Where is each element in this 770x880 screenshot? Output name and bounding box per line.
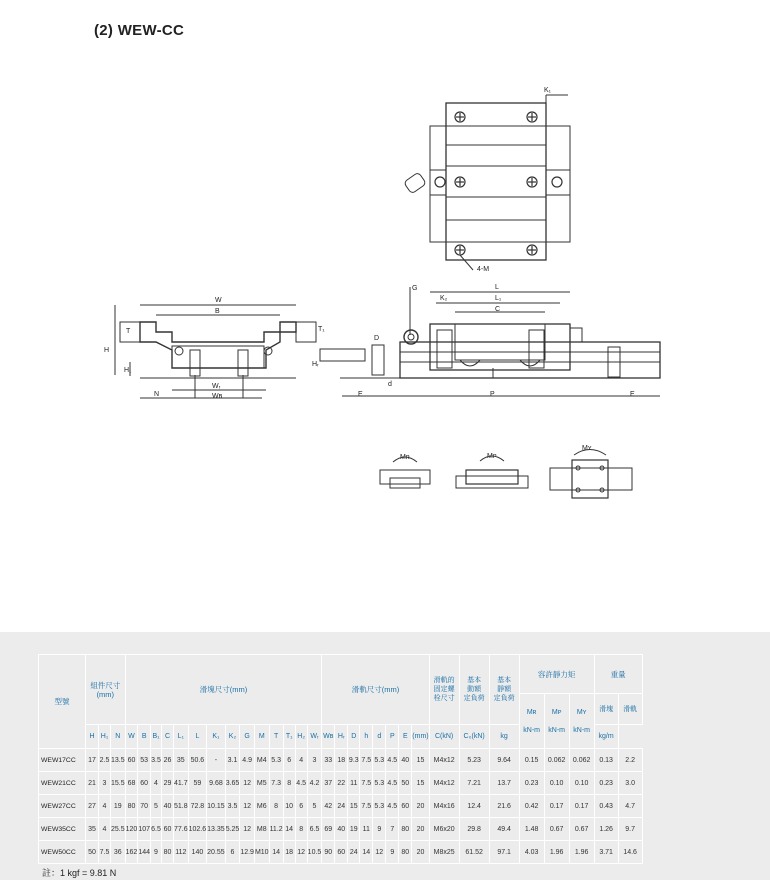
row-value: 3.65 bbox=[225, 772, 240, 795]
row-value: 42 bbox=[322, 795, 335, 818]
header-stat-load: 基本 靜額 定負荷 bbox=[489, 655, 519, 725]
row-value: 40 bbox=[335, 818, 348, 841]
row-value: 4 bbox=[295, 749, 307, 772]
row-value: 19 bbox=[348, 818, 360, 841]
sym-wr: Wᵣ bbox=[307, 725, 322, 749]
row-dyn-load: 61.52 bbox=[459, 841, 489, 864]
row-value: 90 bbox=[322, 841, 335, 864]
sym-t1: T₁ bbox=[283, 725, 295, 749]
row-value: 4.5 bbox=[386, 749, 399, 772]
row-value: 4.2 bbox=[307, 772, 322, 795]
row-value: 5.25 bbox=[225, 818, 240, 841]
row-value: 20 bbox=[412, 818, 429, 841]
label-l: L bbox=[495, 284, 499, 291]
sym-e: E bbox=[399, 725, 412, 749]
row-value: 5 bbox=[307, 795, 322, 818]
row-value: 29 bbox=[162, 772, 174, 795]
row-value: 26 bbox=[162, 749, 174, 772]
row-value: 2.5 bbox=[99, 749, 111, 772]
sym-h: H bbox=[86, 725, 99, 749]
row-value: 7.5 bbox=[360, 749, 373, 772]
label-e-right: E bbox=[630, 391, 635, 398]
row-value: 7.5 bbox=[360, 795, 373, 818]
row-my: 0.67 bbox=[569, 818, 594, 841]
row-bolt: M4x12 bbox=[429, 749, 459, 772]
row-value: 37 bbox=[322, 772, 335, 795]
unit-bolt: (mm) bbox=[412, 725, 429, 749]
row-value: 7 bbox=[386, 818, 399, 841]
row-value: M10 bbox=[254, 841, 269, 864]
row-value: 10.15 bbox=[207, 795, 226, 818]
row-value: 144 bbox=[138, 841, 151, 864]
row-mr: 0.15 bbox=[519, 749, 544, 772]
row-mr: 0.42 bbox=[519, 795, 544, 818]
row-stat-load: 97.1 bbox=[489, 841, 519, 864]
row-value: 13.35 bbox=[207, 818, 226, 841]
row-value: 33 bbox=[322, 749, 335, 772]
sym-hr: Hᵣ bbox=[335, 725, 348, 749]
row-value: 22 bbox=[335, 772, 348, 795]
table-row bbox=[39, 795, 643, 818]
label-n: N bbox=[154, 391, 160, 398]
row-value: 5.3 bbox=[373, 795, 386, 818]
sym-k1: K₁ bbox=[207, 725, 226, 749]
row-value: 6 bbox=[225, 841, 240, 864]
sym-p: P bbox=[386, 725, 399, 749]
row-value: 3 bbox=[307, 749, 322, 772]
row-dyn-load: 5.23 bbox=[459, 749, 489, 772]
row-stat-load: 49.4 bbox=[489, 818, 519, 841]
row-mp: 0.062 bbox=[544, 749, 569, 772]
row-value: 6.5 bbox=[151, 818, 162, 841]
row-value: 9 bbox=[151, 841, 162, 864]
row-my: 1.96 bbox=[569, 841, 594, 864]
row-dyn-load: 29.8 bbox=[459, 818, 489, 841]
row-value: 60 bbox=[335, 841, 348, 864]
sym-g: G bbox=[240, 725, 255, 749]
moment-unit-mp: kN-m bbox=[548, 726, 565, 734]
moment-sym bbox=[544, 694, 569, 749]
top-view bbox=[404, 95, 570, 270]
header-bolt: 滑軌的 固定螺 栓尺寸 bbox=[429, 655, 459, 725]
label-k1: K₁ bbox=[544, 87, 552, 94]
header-weight: 重量 bbox=[594, 655, 642, 694]
row-mr: 4.03 bbox=[519, 841, 544, 864]
row-value: 35 bbox=[174, 749, 189, 772]
sym-b1: B₁ bbox=[151, 725, 162, 749]
row-mp: 0.67 bbox=[544, 818, 569, 841]
moment-sym bbox=[569, 694, 594, 749]
row-value: 20 bbox=[412, 841, 429, 864]
row-value: 69 bbox=[322, 818, 335, 841]
row-value: 3.1 bbox=[225, 749, 240, 772]
header-assembly: 組件尺寸 (mm) bbox=[86, 655, 126, 725]
sym-m: M bbox=[254, 725, 269, 749]
row-model: WEW35CC bbox=[39, 818, 86, 841]
table-row bbox=[39, 772, 643, 795]
sym-k2: K₂ bbox=[225, 725, 240, 749]
row-mp: 0.10 bbox=[544, 772, 569, 795]
row-my: 0.17 bbox=[569, 795, 594, 818]
row-value: 11 bbox=[360, 818, 373, 841]
row-value: 10 bbox=[283, 795, 295, 818]
table-row bbox=[39, 818, 643, 841]
label-e-left: E bbox=[358, 391, 363, 398]
row-value: 9 bbox=[386, 841, 399, 864]
row-my: 0.10 bbox=[569, 772, 594, 795]
row-value: 5.3 bbox=[373, 772, 386, 795]
label-l1: L₁ bbox=[495, 295, 502, 302]
row-value: 15.5 bbox=[111, 772, 126, 795]
row-value: 11 bbox=[348, 772, 360, 795]
label-4m: 4-M bbox=[477, 266, 490, 273]
table-row bbox=[39, 841, 643, 864]
label-p: P bbox=[490, 391, 495, 398]
row-rail-weight: 3.0 bbox=[618, 772, 642, 795]
row-value: 7.3 bbox=[269, 772, 283, 795]
row-block-weight: 1.26 bbox=[594, 818, 618, 841]
row-value: 12 bbox=[295, 841, 307, 864]
row-mr: 0.23 bbox=[519, 772, 544, 795]
row-rail-weight: 4.7 bbox=[618, 795, 642, 818]
label-h: H bbox=[104, 347, 110, 354]
row-mp: 0.17 bbox=[544, 795, 569, 818]
row-value: 9 bbox=[373, 818, 386, 841]
row-value: 20.55 bbox=[207, 841, 226, 864]
row-value: 4 bbox=[99, 795, 111, 818]
row-value: 17 bbox=[86, 749, 99, 772]
row-value: 80 bbox=[399, 841, 412, 864]
row-value: 18 bbox=[283, 841, 295, 864]
sym-h2: H₂ bbox=[295, 725, 307, 749]
row-rail-weight: 9.7 bbox=[618, 818, 642, 841]
row-value: 5 bbox=[151, 795, 162, 818]
row-value: 12 bbox=[373, 841, 386, 864]
row-value: 4.5 bbox=[386, 772, 399, 795]
header-block: 滑塊尺寸(mm) bbox=[125, 655, 322, 725]
label-h1: H₁ bbox=[124, 367, 132, 374]
moment-sym-mp: Mᴘ bbox=[551, 708, 562, 716]
row-value: 53 bbox=[138, 749, 151, 772]
row-value: 112 bbox=[174, 841, 189, 864]
label-b: B bbox=[215, 308, 220, 315]
row-dyn-load: 7.21 bbox=[459, 772, 489, 795]
row-value: 4 bbox=[99, 818, 111, 841]
row-model: WEW17CC bbox=[39, 749, 86, 772]
row-value: 8 bbox=[295, 818, 307, 841]
label-d-small: d bbox=[388, 381, 392, 388]
row-value: 80 bbox=[399, 818, 412, 841]
row-value: 60 bbox=[125, 749, 138, 772]
header-moment: 容許靜力矩 bbox=[519, 655, 594, 694]
row-value: 15 bbox=[412, 772, 429, 795]
moment-unit-my: kN-m bbox=[573, 726, 590, 734]
sym-h1: H₁ bbox=[99, 725, 111, 749]
section-title: (2) WEW-CC bbox=[94, 22, 185, 39]
row-value: 107 bbox=[138, 818, 151, 841]
row-value: 40 bbox=[162, 795, 174, 818]
row-value: 20 bbox=[412, 795, 429, 818]
label-my: Mʏ bbox=[582, 445, 592, 452]
table-body bbox=[39, 749, 643, 864]
sym-d-small: d bbox=[373, 725, 386, 749]
row-value: 6 bbox=[283, 749, 295, 772]
label-t1: T₁ bbox=[318, 326, 325, 333]
label-d: D bbox=[374, 335, 380, 342]
moment-sym-mr: Mʀ bbox=[526, 708, 537, 716]
row-value: 50 bbox=[86, 841, 99, 864]
row-value: 59 bbox=[188, 772, 207, 795]
row-value: 7.5 bbox=[360, 772, 373, 795]
row-value: 11.2 bbox=[269, 818, 283, 841]
sym-l1: L₁ bbox=[174, 725, 189, 749]
row-value: 6.5 bbox=[307, 818, 322, 841]
header-model: 型號 bbox=[39, 655, 86, 749]
row-value: M5 bbox=[254, 772, 269, 795]
sym-l: L bbox=[188, 725, 207, 749]
row-value: 9.68 bbox=[207, 772, 226, 795]
moment-unit-mr: kN-m bbox=[523, 726, 540, 734]
unit-dyn: C(kN) bbox=[429, 725, 459, 749]
sym-w: W bbox=[125, 725, 138, 749]
row-value: 72.8 bbox=[188, 795, 207, 818]
row-value: 68 bbox=[125, 772, 138, 795]
label-mp: Mᴘ bbox=[487, 453, 497, 460]
row-value: 5.3 bbox=[373, 749, 386, 772]
sym-wb: Wʙ bbox=[322, 725, 335, 749]
row-my: 0.062 bbox=[569, 749, 594, 772]
row-value: 6 bbox=[295, 795, 307, 818]
unit-kgm: kg/m bbox=[594, 725, 618, 749]
row-value: M8 bbox=[254, 818, 269, 841]
row-value: M6 bbox=[254, 795, 269, 818]
row-value: 10.5 bbox=[307, 841, 322, 864]
row-value: 102.6 bbox=[188, 818, 207, 841]
row-value: 4.5 bbox=[386, 795, 399, 818]
sym-c: C bbox=[162, 725, 174, 749]
row-value: 12 bbox=[240, 772, 255, 795]
row-value: 162 bbox=[125, 841, 138, 864]
row-value: 25.5 bbox=[111, 818, 126, 841]
label-wb: Wʙ bbox=[212, 393, 223, 400]
row-value: 36 bbox=[111, 841, 126, 864]
row-value: 50.6 bbox=[188, 749, 207, 772]
row-value: 15 bbox=[348, 795, 360, 818]
row-value: 3.5 bbox=[151, 749, 162, 772]
row-value: 18 bbox=[335, 749, 348, 772]
row-value: 13.5 bbox=[111, 749, 126, 772]
row-value: 40 bbox=[399, 749, 412, 772]
unit-note: 註：1 kgf = 9.81 N bbox=[42, 868, 117, 878]
row-value: 70 bbox=[138, 795, 151, 818]
row-value: 60 bbox=[399, 795, 412, 818]
row-value: 3 bbox=[99, 772, 111, 795]
row-block-weight: 3.71 bbox=[594, 841, 618, 864]
row-bolt: M8x25 bbox=[429, 841, 459, 864]
row-value: 12 bbox=[240, 795, 255, 818]
row-value: 4.5 bbox=[295, 772, 307, 795]
sym-t: T bbox=[269, 725, 283, 749]
row-value: 15 bbox=[412, 749, 429, 772]
row-value: 19 bbox=[111, 795, 126, 818]
sym-n: N bbox=[111, 725, 126, 749]
row-model: WEW21CC bbox=[39, 772, 86, 795]
row-value: 120 bbox=[125, 818, 138, 841]
side-view bbox=[320, 287, 660, 396]
label-g: G bbox=[412, 285, 418, 292]
sym-b: B bbox=[138, 725, 151, 749]
row-block-weight: 0.43 bbox=[594, 795, 618, 818]
row-value: 24 bbox=[335, 795, 348, 818]
row-value: 21 bbox=[86, 772, 99, 795]
unit-stat: C₀(kN) bbox=[459, 725, 489, 749]
moment-views bbox=[380, 450, 632, 499]
header-rail: 滑軌尺寸(mm) bbox=[322, 655, 429, 725]
row-value: 51.8 bbox=[174, 795, 189, 818]
label-t: T bbox=[126, 328, 131, 335]
row-value: 14 bbox=[360, 841, 373, 864]
row-model: WEW27CC bbox=[39, 795, 86, 818]
row-value: 12 bbox=[240, 818, 255, 841]
row-value: 12.9 bbox=[240, 841, 255, 864]
row-value: 27 bbox=[86, 795, 99, 818]
row-value: 41.7 bbox=[174, 772, 189, 795]
label-k2: K₂ bbox=[440, 295, 448, 302]
moment-sym bbox=[519, 694, 544, 749]
row-rail-weight: 2.2 bbox=[618, 749, 642, 772]
row-block-weight: 0.23 bbox=[594, 772, 618, 795]
row-model: WEW50CC bbox=[39, 841, 86, 864]
row-value: M4 bbox=[254, 749, 269, 772]
row-value: - bbox=[207, 749, 226, 772]
row-stat-load: 21.6 bbox=[489, 795, 519, 818]
label-hr: Hᵣ bbox=[312, 361, 319, 368]
row-block-weight: 0.13 bbox=[594, 749, 618, 772]
table-row bbox=[39, 749, 643, 772]
unit-kg: kg bbox=[489, 725, 519, 749]
row-stat-load: 9.64 bbox=[489, 749, 519, 772]
row-value: 60 bbox=[162, 818, 174, 841]
row-value: 5.3 bbox=[269, 749, 283, 772]
row-value: 8 bbox=[283, 772, 295, 795]
row-value: 50 bbox=[399, 772, 412, 795]
row-value: 14 bbox=[269, 841, 283, 864]
row-value: 60 bbox=[138, 772, 151, 795]
row-mr: 1.48 bbox=[519, 818, 544, 841]
moment-sym-my: Mʏ bbox=[576, 708, 587, 716]
row-stat-load: 13.7 bbox=[489, 772, 519, 795]
row-bolt: M4x12 bbox=[429, 772, 459, 795]
spec-table bbox=[38, 654, 643, 864]
label-wr: Wᵣ bbox=[212, 383, 221, 390]
label-c: C bbox=[495, 306, 501, 313]
row-bolt: M6x20 bbox=[429, 818, 459, 841]
row-value: 3.5 bbox=[225, 795, 240, 818]
row-value: 24 bbox=[348, 841, 360, 864]
sym-h-small: h bbox=[360, 725, 373, 749]
sym-d: D bbox=[348, 725, 360, 749]
row-value: 8 bbox=[269, 795, 283, 818]
row-value: 140 bbox=[188, 841, 207, 864]
row-bolt: M4x16 bbox=[429, 795, 459, 818]
row-dyn-load: 12.4 bbox=[459, 795, 489, 818]
row-mp: 1.96 bbox=[544, 841, 569, 864]
sub-rail-weight: 滑軌 bbox=[618, 694, 642, 725]
label-w: W bbox=[215, 297, 222, 304]
row-value: 14 bbox=[283, 818, 295, 841]
sub-block-weight: 滑塊 bbox=[594, 694, 618, 725]
row-rail-weight: 14.6 bbox=[618, 841, 642, 864]
row-value: 35 bbox=[86, 818, 99, 841]
row-value: 4 bbox=[151, 772, 162, 795]
row-value: 80 bbox=[125, 795, 138, 818]
row-value: 7.5 bbox=[99, 841, 111, 864]
row-value: 4.9 bbox=[240, 749, 255, 772]
label-mr: Mʀ bbox=[400, 454, 410, 461]
row-value: 9.3 bbox=[348, 749, 360, 772]
row-value: 77.6 bbox=[174, 818, 189, 841]
header-dyn-load: 基本 動額 定負荷 bbox=[459, 655, 489, 725]
row-value: 80 bbox=[162, 841, 174, 864]
